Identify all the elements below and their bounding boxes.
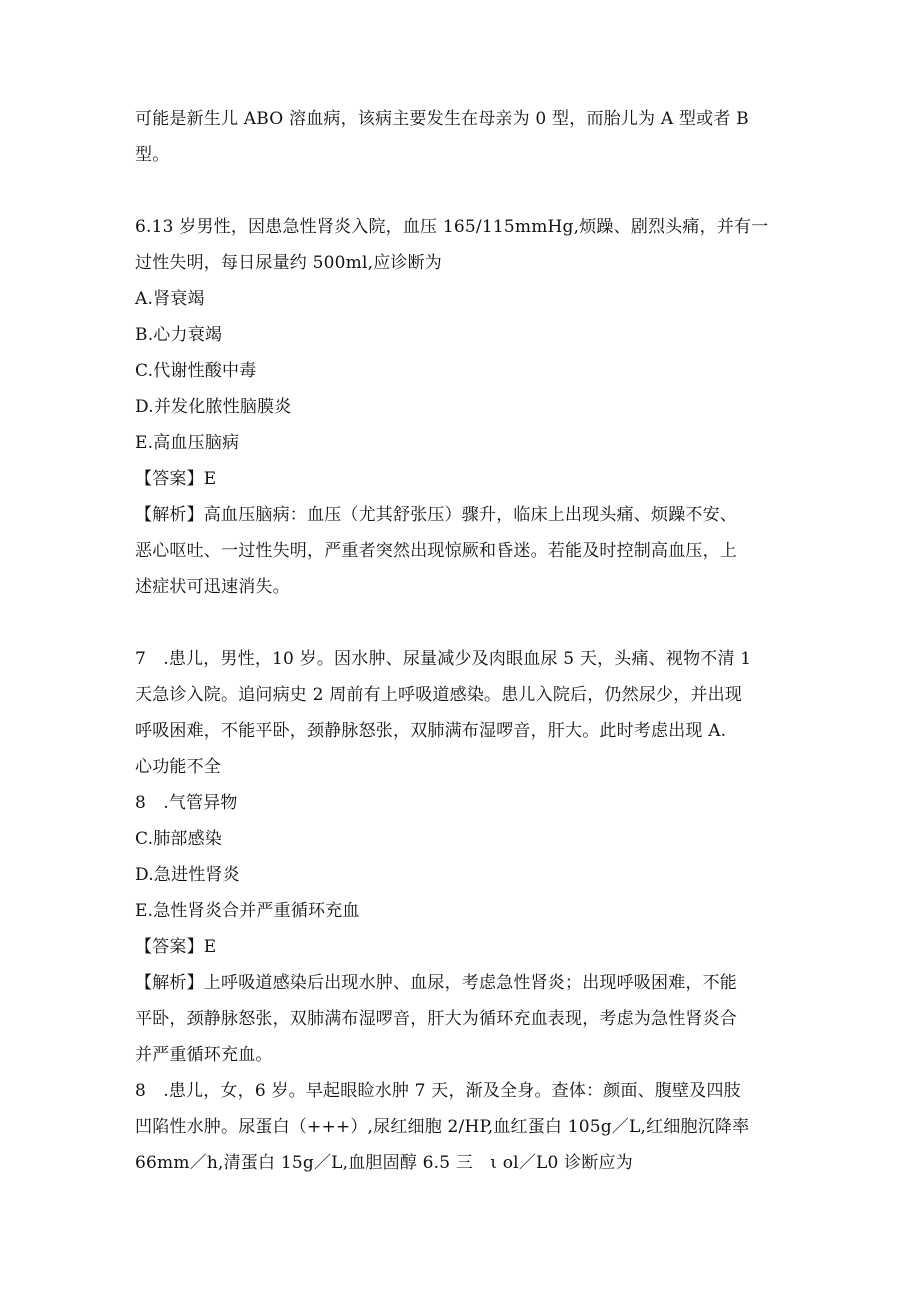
option-e: E.急性肾炎合并严重循环充血 [135,901,360,921]
question-6-line: 过性失明，每日尿量约 500ml,应诊断为 [135,253,443,273]
text-line: 型。 [135,145,170,165]
answer-label: 【答案】E [135,469,217,489]
analysis-line: 平卧，颈静脉怒张，双肺满布湿啰音，肝大为循环充血表现，考虑为急性肾炎合 [135,1009,737,1029]
question-7-line: 天急诊入院。追问病史 2 周前有上呼吸道感染。患儿入院后，仍然尿少，并出现 [135,685,743,705]
question-8-line: 66mm／h,清蛋白 15g／L,血胆固醇 6.5 三 ι ol／L0 诊断应为 [135,1153,633,1173]
analysis-line: 【解析】上呼吸道感染后出现水肿、血尿，考虑急性肾炎；出现呼吸困难，不能 [135,973,737,993]
analysis-line: 并严重循环充血。 [135,1045,273,1065]
option-c: C.代谢性酸中毒 [135,361,257,381]
option-e: E.高血压脑病 [135,433,240,453]
question-7-line: 呼吸困难，不能平卧，颈静脉怒张，双肺满布湿啰音，肝大。此时考虑出现 A. [135,721,727,741]
option-b: 8 .气管异物 [135,793,238,813]
question-8-line: 8 .患儿，女，6 岁。早起眼睑水肿 7 天，渐及全身。查体：颜面、腹壁及四肢 [135,1081,741,1101]
analysis-line: 恶心呕吐、一过性失明，严重者突然出现惊厥和昏迷。若能及时控制高血压，上 [135,541,737,561]
question-7-line: 心功能不全 [135,757,221,777]
option-d: D.并发化脓性脑膜炎 [135,397,292,417]
question-8-line: 凹陷性水肿。尿蛋白（+++）,尿红细胞 2/HP,血红蛋白 105g／L,红细胞沉降率 [135,1117,750,1137]
option-a: A.肾衰竭 [135,289,205,309]
question-7-line: 7 .患儿，男性，10 岁。因水肿、尿量减少及肉眼血尿 5 天，头痛、视物不清 1 [135,649,752,669]
question-6-line: 6.13 岁男性，因患急性肾炎入院，血压 165/115mmHg,烦躁、剧烈头痛，并有一 [135,217,769,237]
text-line: 可能是新生儿 ABO 溶血病，该病主要发生在母亲为 0 型，而胎儿为 A 型或者 B [135,109,749,129]
option-c: C.肺部感染 [135,829,223,849]
option-b: B.心力衰竭 [135,325,223,345]
answer-label: 【答案】E [135,937,217,957]
analysis-line: 【解析】高血压脑病：血压（尤其舒张压）骤升，临床上出现头痛、烦躁不安、 [135,505,737,525]
option-d: D.急进性肾炎 [135,865,240,885]
analysis-line: 述症状可迅速消失。 [135,577,290,597]
